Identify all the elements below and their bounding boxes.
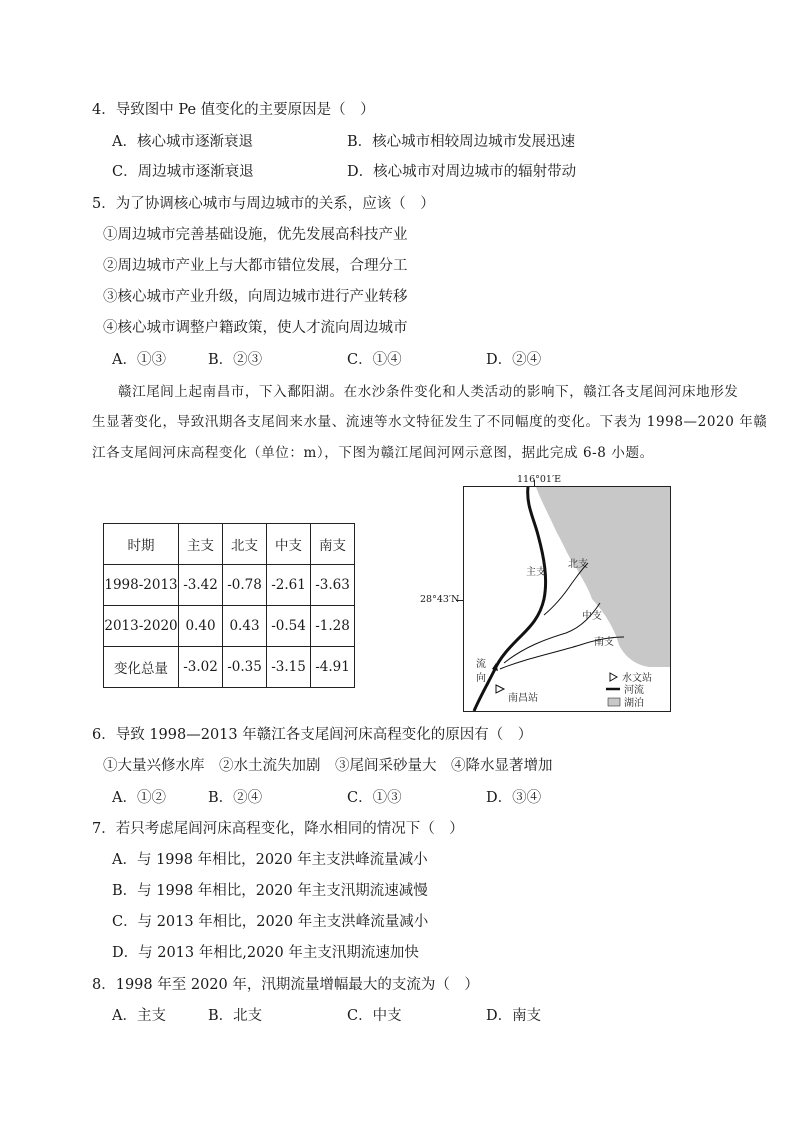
station-icon [496, 685, 504, 693]
q6-stem: 6．导致 1998—2013 年赣江各支尾闾河床高程变化的原因有（ ） [92, 727, 533, 743]
q5-option-b[interactable]: B．②③ [208, 352, 263, 368]
q7-option-b[interactable]: B．与 1998 年相比，2020 年主支汛期流速减慢 [112, 883, 428, 899]
q4-option-b[interactable]: B．核心城市相较周边城市发展迅速 [347, 134, 576, 150]
legend-lake-label: 湖泊 [624, 698, 644, 709]
q5-option-d[interactable]: D．②④ [486, 352, 542, 368]
river-map [463, 486, 671, 712]
legend-station-icon [610, 673, 617, 681]
table-cell: -4.91 [311, 647, 355, 688]
label-middle-branch: 中支 [582, 611, 602, 622]
table-header: 北支 [223, 524, 267, 565]
table-header: 中支 [267, 524, 311, 565]
table-cell: 2013-2020 [104, 606, 179, 647]
table-row [104, 647, 355, 688]
q5-item-3: ③核心城市产业升级，向周边城市进行产业转移 [103, 289, 408, 305]
q7-option-a[interactable]: A．与 1998 年相比，2020 年主支洪峰流量减小 [112, 852, 428, 868]
q7-option-d[interactable]: D．与 2013 年相比,2020 年主支汛期流速加快 [112, 945, 419, 961]
table-header-row [104, 524, 355, 565]
q4-option-d[interactable]: D．核心城市对周边城市的辐射带动 [347, 164, 577, 180]
table-cell: -3.63 [311, 565, 355, 606]
table-row [104, 565, 355, 606]
q8-stem: 8．1998 年至 2020 年，汛期流量增幅最大的支流为（ ） [92, 977, 479, 993]
q8-option-b[interactable]: B．北支 [208, 1008, 263, 1024]
q6-option-b[interactable]: B．②④ [208, 790, 263, 806]
table-cell: 1998-2013 [104, 565, 179, 606]
label-station: 南昌站 [508, 693, 538, 704]
river-north-branch [544, 563, 588, 615]
elevation-table [103, 523, 355, 688]
q6-option-d[interactable]: D．③④ [486, 790, 542, 806]
table-cell: -3.42 [179, 565, 223, 606]
q4-option-c[interactable]: C．周边城市逐渐衰退 [112, 164, 254, 180]
q5-option-c[interactable]: C．①④ [347, 352, 402, 368]
table-cell: -3.15 [267, 647, 311, 688]
passage-line-2: 生显著变化，导致汛期各支尾闾来水量、流速等水文特征发生了不同幅度的变化。下表为 1998—2020 年赣 [92, 414, 768, 430]
passage-line-1: 赣江尾闾上起南昌市，下入鄱阳湖。在水沙条件变化和人类活动的影响下，赣江各支尾闾河床地形发 [118, 384, 739, 400]
table-cell: -3.02 [179, 647, 223, 688]
q5-item-1: ①周边城市完善基础设施，优先发展高科技产业 [103, 227, 408, 243]
legend-station-label: 水文站 [622, 673, 652, 684]
label-main-branch: 主支 [526, 567, 546, 578]
label-north-branch: 北支 [568, 559, 588, 570]
table-cell: -0.78 [223, 565, 267, 606]
q8-option-c[interactable]: C．中支 [347, 1008, 402, 1024]
q4-option-a[interactable]: A．核心城市逐渐衰退 [112, 134, 253, 150]
q4-stem: 4．导致图中 Pe 值变化的主要原因是（ ） [92, 102, 375, 118]
q7-option-c[interactable]: C．与 2013 年相比，2020 年主支洪峰流量减小 [112, 914, 429, 930]
table-cell: -0.35 [223, 647, 267, 688]
table-cell: -1.28 [311, 606, 355, 647]
passage-line-3: 江各支尾闾河床高程变化（单位：m），下图为赣江尾闾河网示意图，据此完成 6-8 小题。 [92, 445, 654, 461]
map-longitude-label: 116°01′E [517, 474, 562, 485]
label-flow-2: 向 [476, 673, 486, 684]
table-row [104, 606, 355, 647]
q5-stem: 5．为了协调核心城市与周边城市的关系，应该（ ） [92, 196, 435, 212]
label-flow-1: 流 [476, 659, 486, 670]
legend-river-label: 河流 [624, 685, 644, 696]
q5-item-2: ②周边城市产业上与大都市错位发展，合理分工 [103, 258, 408, 274]
q6-items: ①大量兴修水库 ②水土流失加剧 ③尾闾采砂量大 ④降水显著增加 [103, 758, 553, 774]
q5-item-4: ④核心城市调整户籍政策，使人才流向周边城市 [103, 320, 408, 336]
q6-option-a[interactable]: A．①② [112, 790, 166, 806]
label-south-branch: 南支 [594, 637, 614, 648]
table-header: 时期 [104, 524, 179, 565]
q6-option-c[interactable]: C．①③ [347, 790, 402, 806]
river-map-svg [464, 487, 670, 711]
q7-stem: 7．若只考虑尾闾河床高程变化，降水相同的情况下（ ） [92, 821, 464, 837]
table-cell: -0.54 [267, 606, 311, 647]
table-cell: -2.61 [267, 565, 311, 606]
q5-option-a[interactable]: A．①③ [112, 352, 166, 368]
legend-lake-icon [608, 698, 620, 706]
table-cell: 0.40 [179, 606, 223, 647]
table-cell: 0.43 [223, 606, 267, 647]
q8-option-a[interactable]: A．主支 [112, 1008, 166, 1024]
table-header: 南支 [311, 524, 355, 565]
table-cell: 变化总量 [104, 647, 179, 688]
table-header: 主支 [179, 524, 223, 565]
map-latitude-label: 28°43′N [420, 594, 460, 605]
q8-option-d[interactable]: D．南支 [486, 1008, 542, 1024]
